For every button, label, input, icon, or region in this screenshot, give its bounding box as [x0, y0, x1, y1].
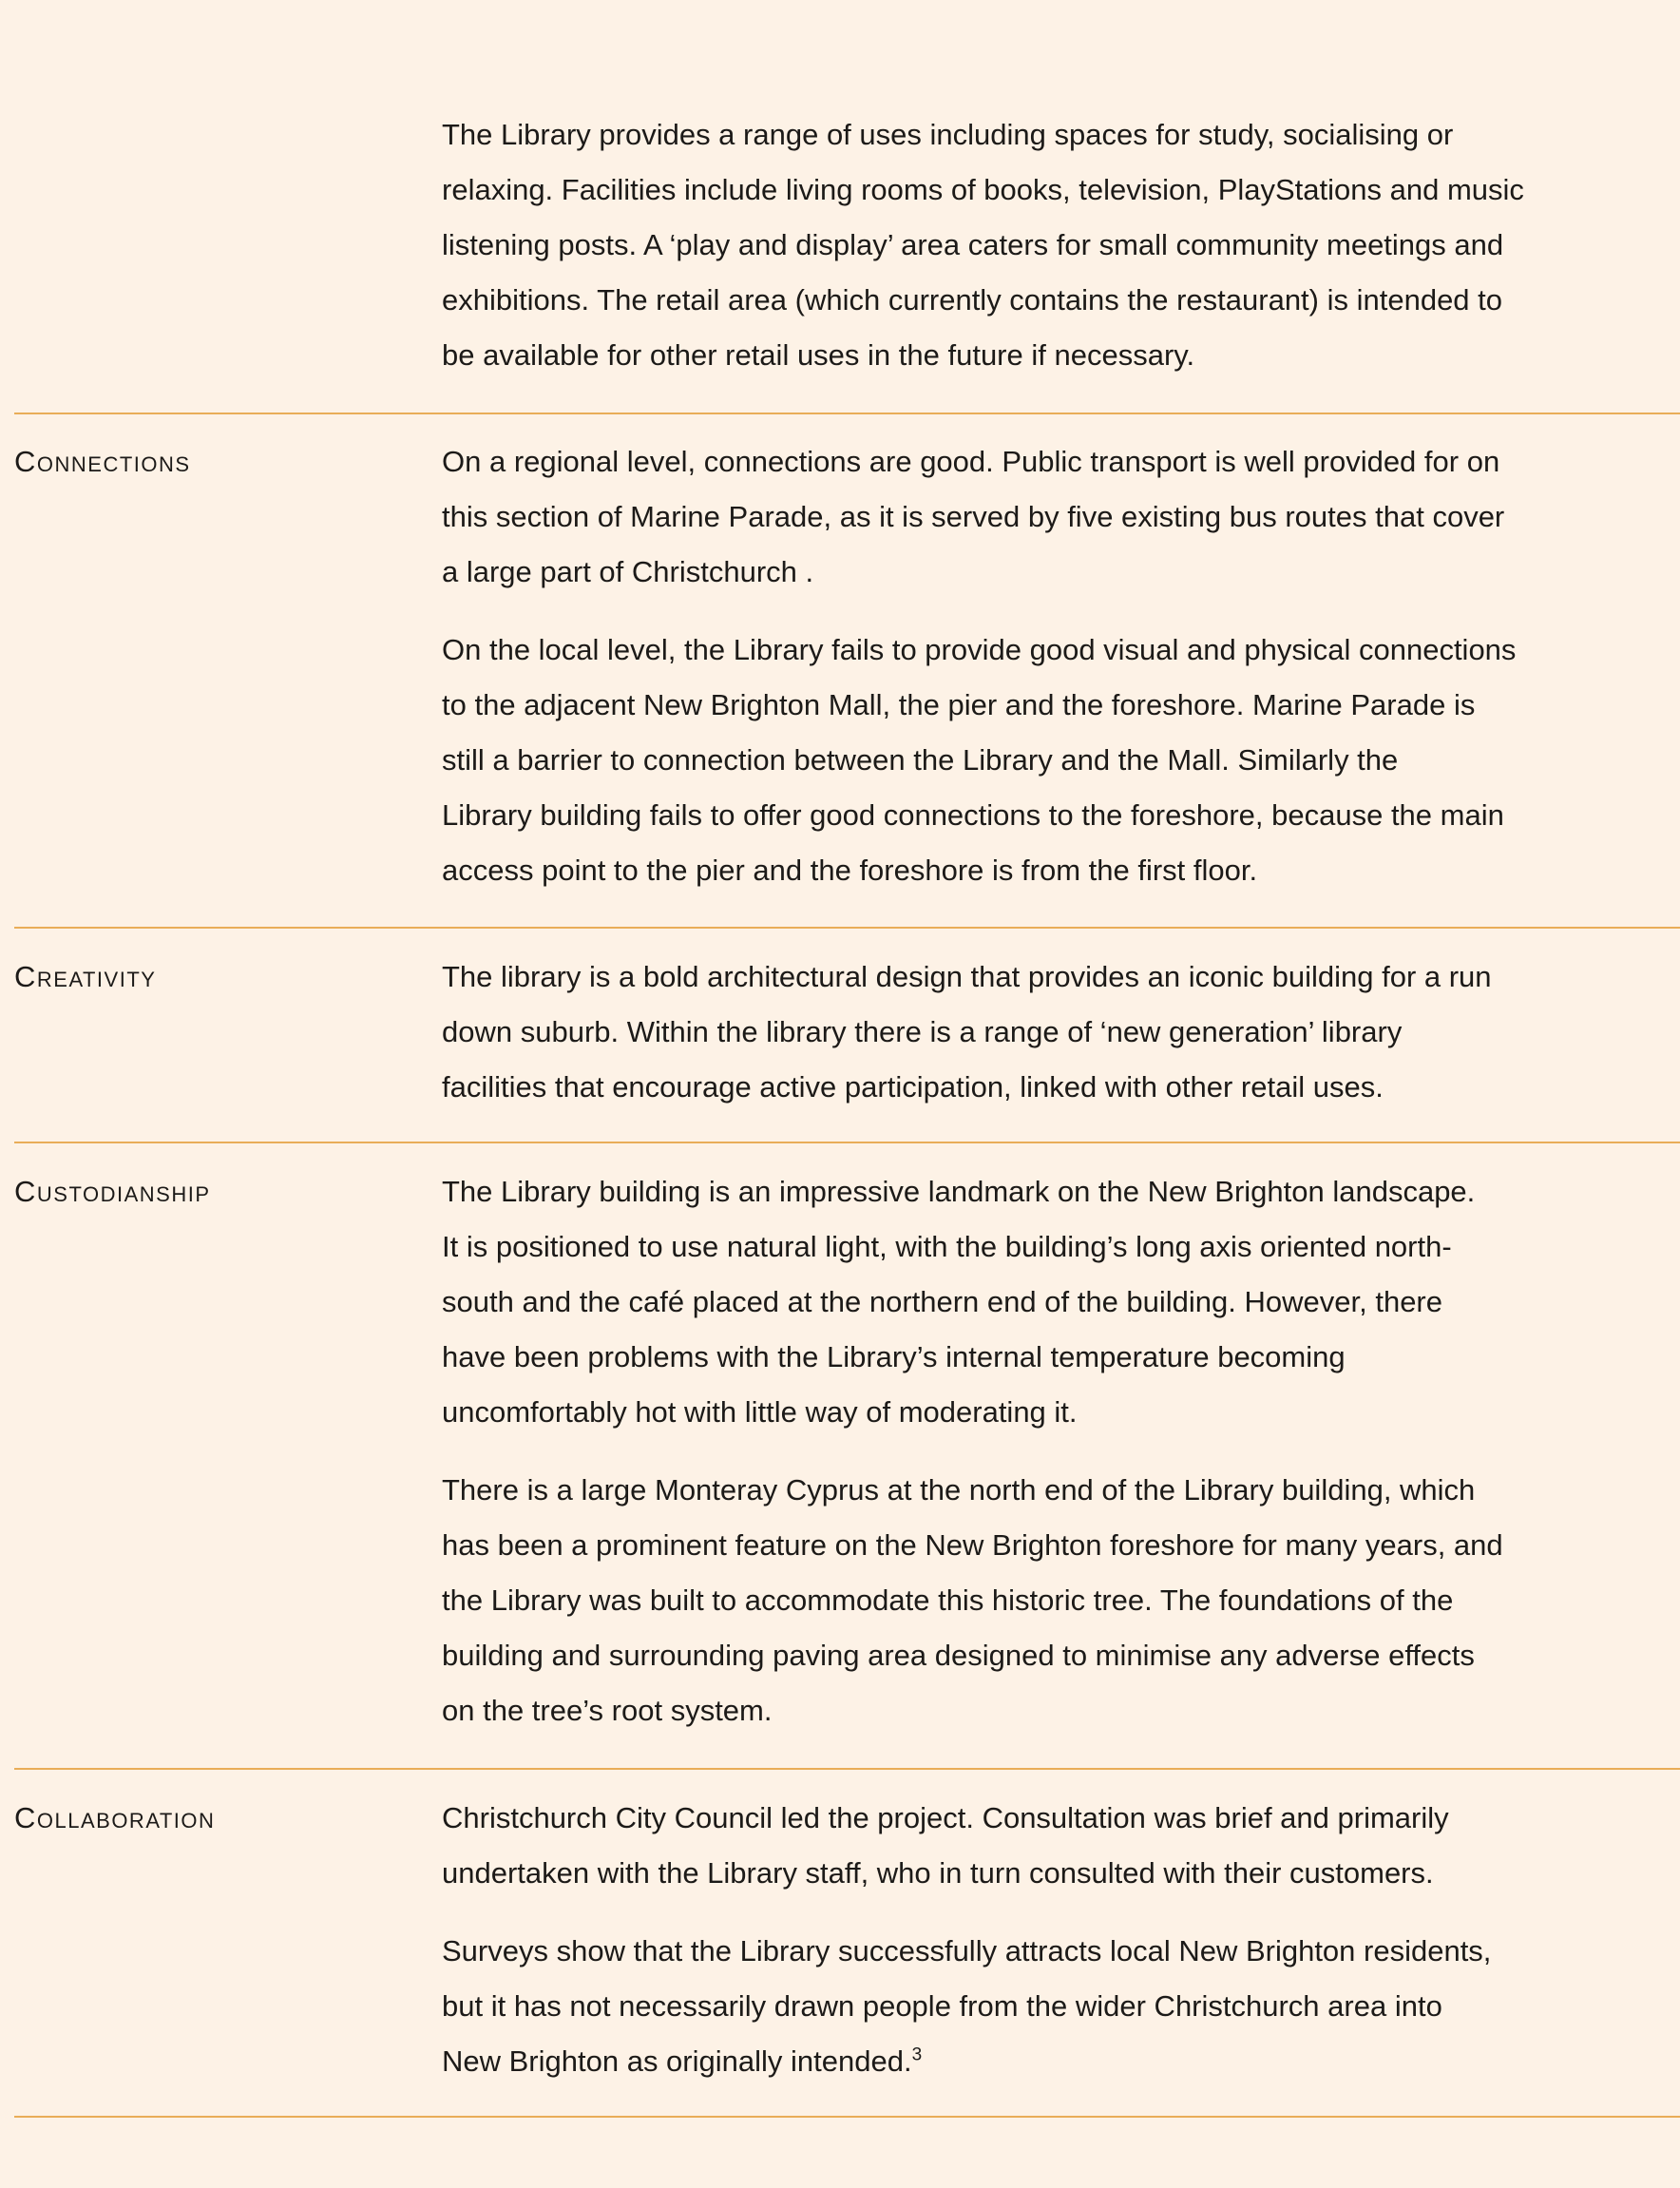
text-line: the Library was built to accommodate this historic tree. The foundations of the: [442, 1583, 1454, 1617]
text-line: The Library building is an impressive landmark on the New Brighton landscape.: [442, 1175, 1476, 1208]
text-line: has been a prominent feature on the New Brighton foreshore for many years, and: [442, 1528, 1503, 1562]
text-line: uncomfortably hot with little way of moderating it.: [442, 1395, 1078, 1429]
section-body: [442, 1164, 1680, 1761]
divider: [14, 927, 1680, 929]
text-line: access point to the pier and the foreshore is from the first floor.: [442, 854, 1258, 887]
text-line: On the local level, the Library fails to provide good visual and physical connections: [442, 633, 1517, 666]
text-line-content: New Brighton as originally intended.: [442, 2044, 912, 2078]
section-label: Creativity: [14, 960, 157, 993]
text-line: There is a large Monteray Cyprus at the north end of the Library building, which: [442, 1473, 1476, 1507]
paragraph: [442, 107, 1680, 383]
divider: [14, 2116, 1680, 2118]
text-line: be available for other retail uses in the future if necessary.: [442, 338, 1195, 372]
text-line: still a barrier to connection between the Library and the Mall. Similarly the: [442, 743, 1399, 777]
text-line: relaxing. Facilities include living rooms of books, television, PlayStations and music: [442, 173, 1524, 206]
paragraph: [442, 1791, 1680, 1901]
text-line: a large part of Christchurch .: [442, 555, 814, 588]
text-line: on the tree’s root system.: [442, 1694, 773, 1727]
text-line: Surveys show that the Library successfully attracts local New Brighton residents,: [442, 1934, 1492, 1967]
paragraph: [442, 1164, 1680, 1440]
section-body: [442, 1791, 1680, 2112]
divider: [14, 1142, 1680, 1143]
text-line: On a regional level, connections are good. Public transport is well provided for on: [442, 445, 1500, 478]
section-label: Connections: [14, 445, 191, 478]
text-line: south and the café placed at the northern end of the building. However, there: [442, 1285, 1443, 1318]
text-line: to the adjacent New Brighton Mall, the pier and the foreshore. Marine Parade is: [442, 688, 1476, 721]
text-line: It is positioned to use natural light, with the building’s long axis oriented north-: [442, 1230, 1452, 1263]
paragraph: [442, 1924, 1680, 2089]
text-line: down suburb. Within the library there is a range of ‘new generation’ library: [442, 1015, 1403, 1048]
text-line: The Library provides a range of uses including spaces for study, socialising or: [442, 118, 1454, 151]
text-line: exhibitions. The retail area (which currently contains the restaurant) is intended to: [442, 283, 1503, 317]
section-label: Custodianship: [14, 1175, 211, 1208]
text-line: The library is a bold architectural design that provides an iconic building for a run: [442, 960, 1492, 993]
text-line: this section of Marine Parade, as it is served by five existing bus routes that cover: [442, 500, 1505, 533]
text-line: listening posts. A ‘play and display’ area caters for small community meetings and: [442, 228, 1504, 261]
divider: [14, 413, 1680, 414]
section-body: [442, 434, 1680, 921]
footnote-marker: 3: [911, 2044, 923, 2065]
text-line: Christchurch City Council led the project. Consultation was brief and primarily: [442, 1801, 1449, 1834]
paragraph: [442, 1463, 1680, 1738]
text-line: Library building fails to offer good connections to the foreshore, because the main: [442, 798, 1504, 832]
text-line: undertaken with the Library staff, who in turn consulted with their customers.: [442, 1856, 1434, 1890]
intro-body: [442, 107, 1680, 406]
divider: [14, 1768, 1680, 1770]
section-label: Collaboration: [14, 1801, 216, 1834]
paragraph: [442, 434, 1680, 600]
paragraph: [442, 623, 1680, 898]
text-line: building and surrounding paving area designed to minimise any adverse effects: [442, 1639, 1475, 1672]
text-line: facilities that encourage active participation, linked with other retail uses.: [442, 1070, 1384, 1104]
section-body: [442, 950, 1680, 1138]
text-line: have been problems with the Library’s internal temperature becoming: [442, 1340, 1346, 1373]
text-line: [442, 2034, 1680, 2089]
paragraph: [442, 950, 1680, 1115]
text-line: but it has not necessarily drawn people from the wider Christchurch area into: [442, 1989, 1442, 2023]
